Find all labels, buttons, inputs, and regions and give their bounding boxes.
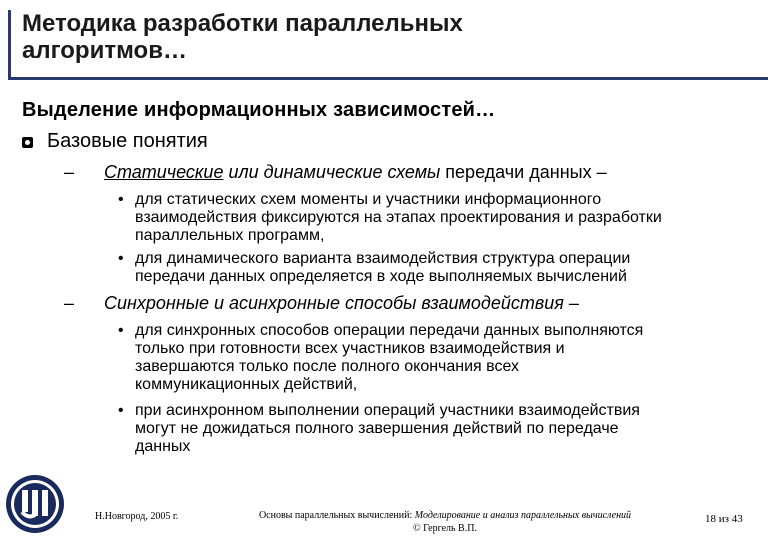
level2-item-text bbox=[104, 161, 607, 183]
footer-course-title: Основы параллельных вычислений: Моделирование и анализ параллельных вычислений © Гергель В.П. bbox=[258, 510, 632, 534]
bullet-item bbox=[118, 402, 758, 456]
term-sync-async: Синхронные и асинхронные способы взаимодействия bbox=[104, 293, 564, 313]
dash-bullet: – bbox=[64, 293, 75, 313]
bullet-text: для динамического варианта взаимодействия структура операции передачи данных определяется в ходе выполняемых вычислений bbox=[135, 250, 631, 285]
footer-author: © Гергель В.П. bbox=[413, 523, 477, 534]
level1-item-label: Базовые понятия bbox=[47, 130, 208, 152]
level2-item-rest: – bbox=[563, 293, 579, 313]
bullet-text: для статических схем моменты и участники информационного взаимодействия фиксируются на этапах проектирования и разработки параллельных программ, bbox=[135, 191, 662, 244]
bullet-item bbox=[118, 322, 758, 394]
footer-location-year: Н.Новгород, 2005 г. bbox=[95, 511, 179, 522]
bullet-text: при асинхронном выполнении операций участники взаимодействия могут не дожидаться полного завершения действий по передаче данных bbox=[135, 402, 640, 455]
term-dynamic: или динамические схемы bbox=[223, 162, 441, 182]
page-number: 18 из 43 bbox=[705, 513, 743, 525]
bullet-item bbox=[118, 250, 758, 286]
level2-item-sync-async bbox=[64, 292, 579, 314]
level2-item-static-dynamic bbox=[64, 161, 607, 183]
term-static: Статические bbox=[104, 162, 224, 182]
dash-bullet: – bbox=[64, 162, 75, 182]
level1-item bbox=[22, 130, 208, 153]
dot-bullet: • bbox=[118, 322, 124, 339]
dot-bullet: • bbox=[118, 250, 124, 267]
section-heading: Выделение информационных зависимостей… bbox=[22, 99, 496, 121]
bullet-text: для синхронных способов операции передачи данных выполняются только при готовности всех участников взаимодействия и завершаются только после полного окончания всех коммуникационных действий, bbox=[135, 322, 644, 393]
dot-bullet: • bbox=[118, 191, 124, 208]
slide-footer bbox=[0, 465, 780, 540]
bullet-item bbox=[118, 191, 758, 245]
slide-title bbox=[22, 10, 463, 64]
title-line-2: алгоритмов… bbox=[22, 37, 187, 64]
title-line-1: Методика разработки параллельных bbox=[22, 10, 463, 37]
level2-item-text bbox=[104, 292, 579, 314]
square-bullet-icon bbox=[22, 137, 33, 148]
level2-item-rest: передачи данных – bbox=[440, 162, 607, 182]
university-logo-icon bbox=[4, 473, 66, 535]
dot-bullet: • bbox=[118, 402, 124, 419]
